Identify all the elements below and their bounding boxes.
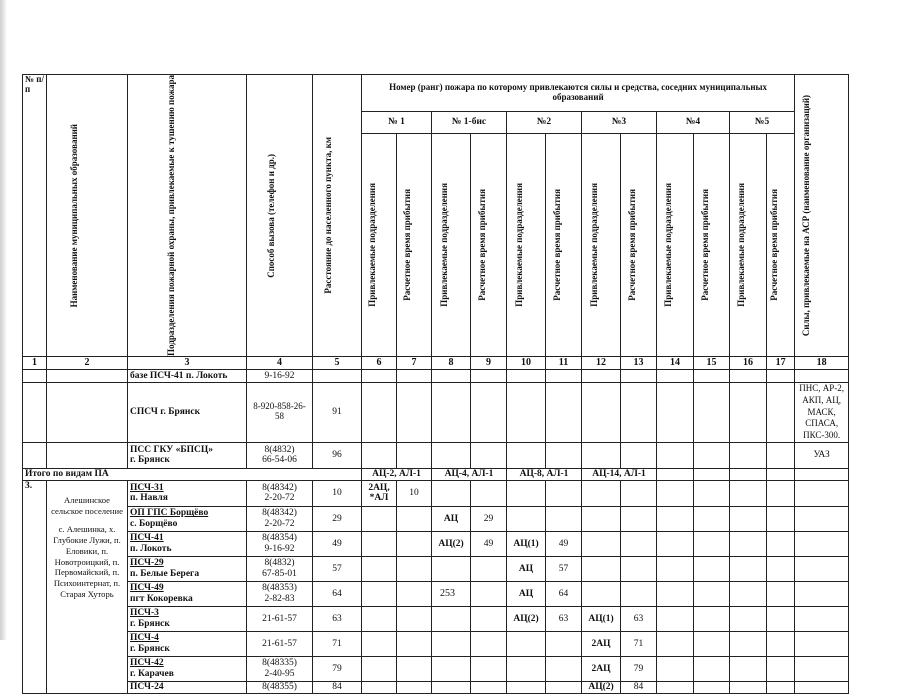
header-rank-title: Номер (ранг) пожара по которому привлекаются силы и средства, соседних муниципальных образований — [362, 75, 795, 112]
col-num: 1 — [23, 356, 47, 369]
call-phone: 9-16-92 — [247, 369, 313, 382]
col-num: 8 — [432, 356, 471, 369]
col-num: 18 — [795, 356, 849, 369]
rank2-units: АЦ — [507, 581, 546, 606]
call-phone: 8(48342) 2-20-72 — [247, 506, 313, 531]
rank2-time: 64 — [546, 581, 582, 606]
distance: 63 — [313, 606, 362, 631]
unit-name: ПСЧ-41 п. Локоть — [128, 531, 247, 556]
header-rank-3: №3 — [582, 112, 657, 133]
unit-name: ПСС ГКУ «БПСЦ» г. Брянск — [128, 442, 247, 468]
section-number: 3. — [23, 480, 47, 693]
table-row — [23, 681, 849, 693]
call-phone: 8(48335) 2-40-95 — [247, 656, 313, 681]
header-time-r5: Расчетное время прибытия — [767, 133, 795, 356]
col-num: 5 — [313, 356, 362, 369]
municipality-name: Алешинское сельское поселение — [51, 494, 123, 516]
totals-rank-3: АЦ-14, АЛ-1 — [582, 468, 657, 480]
rank2-time: 57 — [546, 556, 582, 581]
col-num: 6 — [362, 356, 397, 369]
call-phone: 8(48342) 2-20-72 — [247, 480, 313, 506]
table-row — [23, 581, 849, 606]
call-phone: 8(48353) 2-82-83 — [247, 581, 313, 606]
asr-forces: ПНС, АР-2, АКП, АЦ, МАСК, СПАСА, ПКС-300. — [795, 382, 849, 442]
rank1bis-units: АЦ(2) — [432, 531, 471, 556]
rank3-units: 2АЦ — [582, 656, 621, 681]
table-row — [23, 606, 849, 631]
rank1bis-time: 49 — [471, 531, 507, 556]
header-units-r1: Привлекаемые подразделения — [362, 133, 397, 356]
unit-name: ПСЧ-24 — [128, 681, 247, 693]
unit-name: ОП ГПС Борщёво с. Борщёво — [128, 506, 247, 531]
col-num: 3 — [128, 356, 247, 369]
rank2-time: 49 — [546, 531, 582, 556]
header-muni: Наименование муниципальных образований — [47, 75, 128, 357]
col-num: 10 — [507, 356, 546, 369]
col-num: 7 — [397, 356, 432, 369]
table-row — [23, 382, 849, 442]
rank3-time: 63 — [621, 606, 657, 631]
col-num: 14 — [657, 356, 694, 369]
distance: 91 — [313, 382, 362, 442]
column-numbers-row — [23, 356, 849, 369]
header-time-r3: Расчетное время прибытия — [621, 133, 657, 356]
header-units-r1bis: Привлекаемые подразделения — [432, 133, 471, 356]
header-rank-2: №2 — [507, 112, 582, 133]
call-phone: 8(48355) — [247, 681, 313, 693]
unit-name: ПСЧ-29 п. Белые Берега — [128, 556, 247, 581]
call-phone: 8-920-858-26-58 — [247, 382, 313, 442]
page-edge-shadow — [0, 0, 6, 640]
rank3-time: 79 — [621, 656, 657, 681]
distance: 79 — [313, 656, 362, 681]
distance: 96 — [313, 442, 362, 468]
header-units-r2: Привлекаемые подразделения — [507, 133, 546, 356]
rank2-units: АЦ(2) — [507, 606, 546, 631]
rank3-units: АЦ(1) — [582, 606, 621, 631]
rank3-time: 71 — [621, 631, 657, 656]
totals-rank-2: АЦ-8, АЛ-1 — [507, 468, 582, 480]
rank3-units: 2АЦ — [582, 631, 621, 656]
table-row — [23, 480, 849, 506]
header-rank-1: № 1 — [362, 112, 432, 133]
distance: 64 — [313, 581, 362, 606]
totals-rank-1: АЦ-2, АЛ-1 — [362, 468, 432, 480]
rank3-time: 84 — [621, 681, 657, 693]
header-time-r2: Расчетное время прибытия — [546, 133, 582, 356]
rank3-units: АЦ(2) — [582, 681, 621, 693]
unit-name: базе ПСЧ-41 п. Локоть — [128, 369, 247, 382]
rank1bis-time: 29 — [471, 506, 507, 531]
col-num: 11 — [546, 356, 582, 369]
table-row — [23, 656, 849, 681]
unit-name: ПСЧ-49 пгт Кокоревка — [128, 581, 247, 606]
rank2-time: 63 — [546, 606, 582, 631]
distance: 10 — [313, 480, 362, 506]
rank1-time: 10 — [397, 480, 432, 506]
call-phone: 8(4832) 66-54-06 — [247, 442, 313, 468]
col-num: 9 — [471, 356, 507, 369]
header-units: Подразделения пожарной охраны, привлекаемые к тушению пожара — [128, 75, 247, 357]
distance: 84 — [313, 681, 362, 693]
header-no: № п/п — [23, 75, 47, 357]
table-row — [23, 369, 849, 382]
col-num: 2 — [47, 356, 128, 369]
call-phone: 8(48354) 9-16-92 — [247, 531, 313, 556]
rank1-units: 2АЦ, *АЛ — [362, 480, 397, 506]
header-time-r4: Расчетное время прибытия — [694, 133, 730, 356]
col-num: 17 — [767, 356, 795, 369]
distance: 29 — [313, 506, 362, 531]
unit-name: ПСЧ-3 г. Брянск — [128, 606, 247, 631]
rank1bis-units: АЦ — [432, 506, 471, 531]
call-phone: 8(4832) 67-85-01 — [247, 556, 313, 581]
header-rank-1bis: № 1-бис — [432, 112, 507, 133]
unit-name: СПСЧ г. Брянск — [128, 382, 247, 442]
rank2-units: АЦ — [507, 556, 546, 581]
header-units-r5: Привлекаемые подразделения — [730, 133, 767, 356]
totals-rank-1bis: АЦ-4, АЛ-1 — [432, 468, 507, 480]
header-units-r3: Привлекаемые подразделения — [582, 133, 621, 356]
col-num: 12 — [582, 356, 621, 369]
table-row — [23, 531, 849, 556]
table-row — [23, 506, 849, 531]
col-num: 15 — [694, 356, 730, 369]
table-row — [23, 442, 849, 468]
header-time-r1bis: Расчетное время прибытия — [471, 133, 507, 356]
col-num: 16 — [730, 356, 767, 369]
unit-name: ПСЧ-4 г. Брянск — [128, 631, 247, 656]
distance: 57 — [313, 556, 362, 581]
header-asr: Силы, привлекаемые на АСР (наименование организаций) — [795, 75, 849, 357]
call-phone: 21-61-57 — [247, 606, 313, 631]
fire-forces-table — [22, 74, 849, 694]
header-rank-4: №4 — [657, 112, 730, 133]
page-number: 253 — [440, 588, 455, 599]
header-time-r1: Расчетное время прибытия — [397, 133, 432, 356]
unit-name: ПСЧ-42 г. Карачев — [128, 656, 247, 681]
header-distance: Расстояние до населенного пункта, км — [313, 75, 362, 357]
totals-label: Итого по видам ПА — [23, 468, 362, 480]
distance: 71 — [313, 631, 362, 656]
municipality-cell — [47, 480, 128, 693]
asr-forces: УАЗ — [795, 442, 849, 468]
table-row — [23, 556, 849, 581]
col-num: 4 — [247, 356, 313, 369]
table-row — [23, 631, 849, 656]
municipality-places: с. Алешинка, х. Глубокие Лужи, п. Еловики, п. Новотроицкий, п. Первомайский, п. Психоинтернат, п. Старая Хуторь — [53, 524, 121, 599]
header-rank-5: №5 — [730, 112, 795, 133]
header-units-r4: Привлекаемые подразделения — [657, 133, 694, 356]
totals-row — [23, 468, 849, 480]
distance: 49 — [313, 531, 362, 556]
rank2-units: АЦ(1) — [507, 531, 546, 556]
col-num: 13 — [621, 356, 657, 369]
header-call: Способ вызова (телефон и др.) — [247, 75, 313, 357]
call-phone: 21-61-57 — [247, 631, 313, 656]
unit-name: ПСЧ-31 п. Навля — [128, 480, 247, 506]
